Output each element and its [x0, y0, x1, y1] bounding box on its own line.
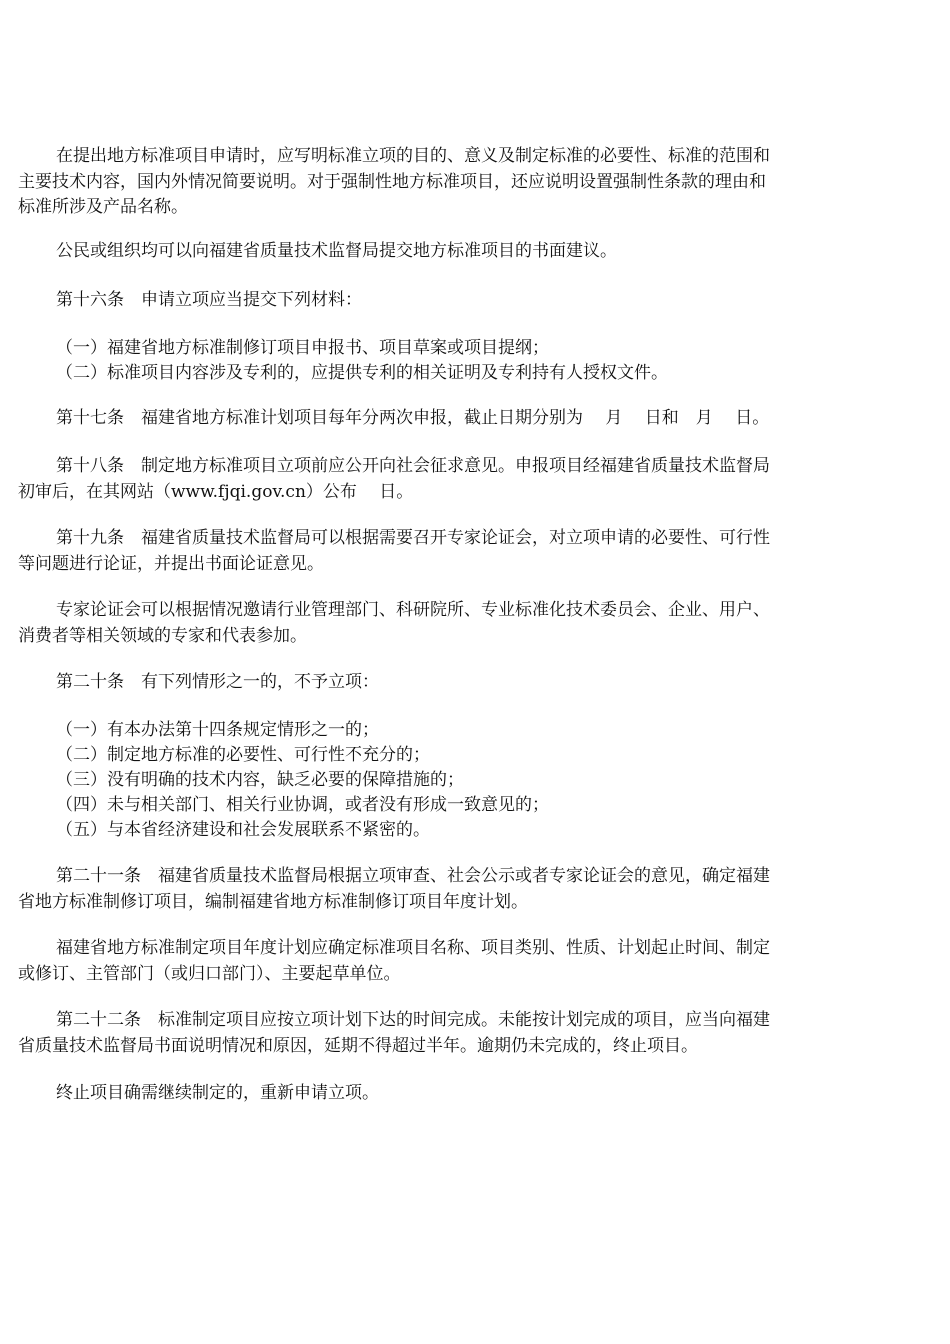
text-line: 第十八条 制定地方标准项目立项前应公开向社会征求意见。申报项目经福建省质量技术监督局 [56, 456, 770, 476]
article-16-list [18, 336, 866, 386]
text-line: 等问题进行论证，并提出书面论证意见。 [18, 553, 324, 574]
text-line: 第二十二条 标准制定项目应按立项计划下达的时间完成。未能按计划完成的项目，应当向福建 [56, 1010, 770, 1030]
text-line: 初审后，在其网站（www.fjqi.gov.cn）公布 日。 [18, 481, 414, 502]
list-item: （二）制定地方标准的必要性、可行性不充分的； [56, 745, 430, 765]
list-item: （五）与本省经济建设和社会发展联系不紧密的。 [56, 820, 430, 840]
paragraph-application-content [18, 144, 866, 221]
paragraph-citizen-suggestion [18, 239, 866, 265]
article-21 [18, 864, 866, 915]
text-line: 专家论证会可以根据情况邀请行业管理部门、科研院所、专业标准化技术委员会、企业、用户、 [56, 600, 770, 620]
article-19 [18, 526, 866, 577]
text-line: 公民或组织均可以向福建省质量技术监督局提交地方标准项目的书面建议。 [56, 241, 617, 261]
article-20-list [18, 718, 866, 843]
list-item: （一）福建省地方标准制修订项目申报书、项目草案或项目提纲； [56, 338, 549, 358]
text-line: 消费者等相关领域的专家和代表参加。 [18, 625, 307, 646]
article-20-heading [18, 670, 866, 696]
text-line: 主要技术内容，国内外情况简要说明。对于强制性地方标准项目，还应说明设置强制性条款的理由和 [18, 171, 766, 192]
article-22 [18, 1008, 866, 1059]
text-line: 第十七条 福建省地方标准计划项目每年分两次申报，截止日期分别为 月 日和 月 日。 [56, 408, 770, 428]
text-line: 第二十一条 福建省质量技术监督局根据立项审查、社会公示或者专家论证会的意见，确定福建 [56, 866, 770, 886]
text-line: 省地方标准制修订项目，编制福建省地方标准制修订项目年度计划。 [18, 891, 528, 912]
text-line: 标准所涉及产品名称。 [18, 197, 188, 217]
text-line: 第十六条 申请立项应当提交下列材料： [56, 290, 362, 310]
text-line: 省质量技术监督局书面说明情况和原因，延期不得超过半年。逾期仍未完成的，终止项目。 [18, 1035, 698, 1056]
text-line: 第十九条 福建省质量技术监督局可以根据需要召开专家论证会，对立项申请的必要性、可行性 [56, 528, 770, 548]
article-16-heading [18, 288, 866, 314]
text-line: 在提出地方标准项目申请时，应写明标准立项的目的、意义及制定标准的必要性、标准的范围和 [56, 146, 770, 166]
text-line: 福建省地方标准制定项目年度计划应确定标准项目名称、项目类别、性质、计划起止时间、制定 [56, 938, 770, 958]
paragraph-annual-plan [18, 936, 866, 987]
article-18 [18, 454, 866, 505]
text-line: 终止项目确需继续制定的，重新申请立项。 [56, 1083, 379, 1103]
text-line: 第二十条 有下列情形之一的，不予立项： [56, 672, 379, 692]
list-item: （一）有本办法第十四条规定情形之一的； [56, 720, 379, 740]
article-17 [18, 406, 866, 432]
paragraph-termination [18, 1081, 866, 1107]
paragraph-expert-review [18, 598, 866, 649]
list-item: （三）没有明确的技术内容，缺乏必要的保障措施的； [56, 770, 464, 790]
list-item: （二）标准项目内容涉及专利的，应提供专利的相关证明及专利持有人授权文件。 [56, 363, 668, 383]
text-line: 或修订、主管部门（或归口部门）、主要起草单位。 [18, 963, 401, 984]
list-item: （四）未与相关部门、相关行业协调，或者没有形成一致意见的； [56, 795, 549, 815]
